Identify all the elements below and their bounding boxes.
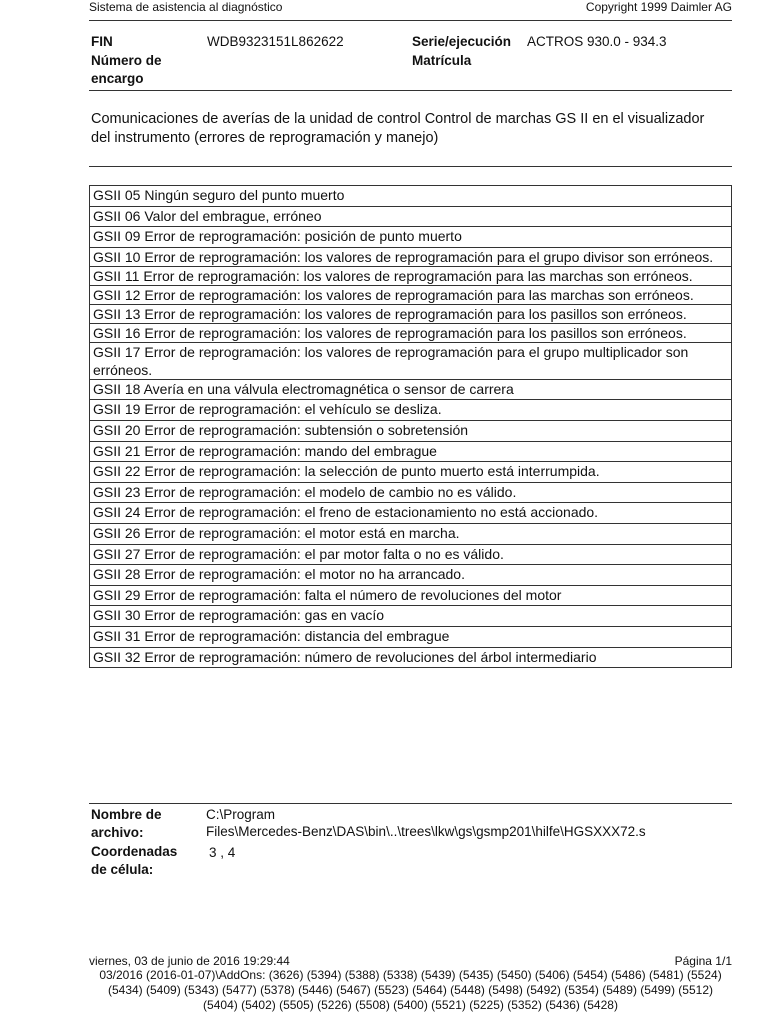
fault-code-cell: GSII 29 Error de reprogramación: falta el número de revoluciones del motor (90, 585, 732, 606)
fault-code-cell: GSII 16 Error de reprogramación: los valores de reprogramación para los pasillos son erróneos. (90, 323, 732, 342)
file-divider (89, 803, 732, 804)
fault-code-cell: GSII 24 Error de reprogramación: el freno de estacionamiento no está accionado. (90, 503, 732, 524)
table-row (90, 285, 732, 304)
fault-code-cell: GSII 26 Error de reprogramación: el motor está en marcha. (90, 523, 732, 544)
table-row (90, 304, 732, 323)
fault-code-cell: GSII 12 Error de reprogramación: los valores de reprogramación para las marchas son erróneos. (90, 285, 732, 304)
table-row (90, 227, 732, 248)
table-row (90, 420, 732, 441)
filename-value-line1: C:\Program (206, 807, 276, 822)
table-row (90, 342, 732, 379)
table-row (90, 544, 732, 565)
fault-code-cell: GSII 19 Error de reprogramación: el vehículo se desliza. (90, 400, 732, 421)
system-title: Sistema de asistencia al diagnóstico (89, 0, 283, 14)
fault-code-cell: GSII 09 Error de reprogramación: posición de punto muerto (90, 227, 732, 248)
table-row (90, 647, 732, 668)
table-row (90, 441, 732, 462)
table-row (90, 565, 732, 586)
table-row (90, 186, 732, 207)
fault-code-cell: GSII 21 Error de reprogramación: mando del embrague (90, 441, 732, 462)
fault-code-cell: GSII 31 Error de reprogramación: distancia del embrague (90, 626, 732, 647)
copyright-notice: Copyright 1999 Daimler AG (585, 0, 732, 14)
fault-code-cell: GSII 30 Error de reprogramación: gas en vacío (90, 606, 732, 627)
filename-value-line2: Files\Mercedes-Benz\DAS\bin\..\trees\lkw\gs\gsmp201\hilfe\HGSXXX72.s (206, 824, 646, 839)
table-row (90, 606, 732, 627)
cell-coordinates-value: 3 , 4 (209, 845, 236, 860)
order-number-label: Número de encargo (91, 53, 162, 86)
fault-code-cell: GSII 23 Error de reprogramación: el modelo de cambio no es válido. (90, 482, 732, 503)
fin-value: WDB9323151L862622 (207, 34, 344, 49)
fault-code-cell: GSII 17 Error de reprogramación: los valores de reprogramación para el grupo multiplicador son erróneos. (90, 342, 732, 379)
fault-code-cell: GSII 27 Error de reprogramación: el par motor falta o no es válido. (90, 544, 732, 565)
table-row (90, 400, 732, 421)
fault-code-cell: GSII 06 Valor del embrague, erróneo (90, 206, 732, 227)
addons-list: 03/2016 (2016-01-07)\AddOns: (3626) (5394) (5388) (5338) (5439) (5435) (5450) (5406) (5454) (5486) (5481) (5524) (5434) (5409) (5343) (5477) (5378) (5446) (5467) (5523) (5464) (5448) (5498) (5492) (5354) (5489) (5499) (5512) (5404) (5402) (5505) (5226) (5508) (5400) (5521) (5225) (5352) (5436) (5428) (99, 968, 722, 1012)
plate-label: Matrícula (412, 53, 472, 68)
table-row (90, 523, 732, 544)
series-value: ACTROS 930.0 - 934.3 (527, 34, 667, 49)
page-header (89, 0, 732, 20)
fault-code-cell: GSII 11 Error de reprogramación: los valores de reprogramación para las marchas son erróneos. (90, 266, 732, 285)
fault-code-cell: GSII 22 Error de reprogramación: la selección de punto muerto está interrumpida. (90, 462, 732, 483)
fault-code-cell: GSII 13 Error de reprogramación: los valores de reprogramación para los pasillos son erróneos. (90, 304, 732, 323)
table-row (90, 206, 732, 227)
vehicle-info (89, 33, 732, 89)
fin-label: FIN (91, 34, 113, 49)
table-row (90, 266, 732, 285)
table-row (90, 379, 732, 400)
vehicle-divider (89, 90, 732, 91)
table-row (90, 323, 732, 342)
page-number: Página 1/1 (674, 954, 732, 968)
table-row (90, 626, 732, 647)
table-row (90, 503, 732, 524)
table-row (90, 585, 732, 606)
fault-code-cell: GSII 10 Error de reprogramación: los valores de reprogramación para el grupo divisor son erróneos. (90, 247, 732, 266)
fault-code-cell: GSII 05 Ningún seguro del punto muerto (90, 186, 732, 207)
fault-code-cell: GSII 32 Error de reprogramación: número de revoluciones del árbol intermediario (90, 647, 732, 668)
description-text: Comunicaciones de averías de la unidad de control Control de marchas GS II en el visualizador del instrumento (errores de reprogramación y manejo) (91, 111, 705, 146)
fault-code-cell: GSII 28 Error de reprogramación: el motor no ha arrancado. (90, 565, 732, 586)
table-row (90, 247, 732, 266)
table-row (90, 462, 732, 483)
table-row (90, 482, 732, 503)
description-divider (89, 166, 732, 167)
filename-label: Nombre de archivo: (91, 807, 162, 840)
fault-code-cell: GSII 18 Avería en una válvula electromagnética o sensor de carrera (90, 379, 732, 400)
fault-code-cell: GSII 20 Error de reprogramación: subtensión o sobretensión (90, 420, 732, 441)
fault-code-table (89, 185, 732, 668)
print-date: viernes, 03 de junio de 2016 19:29:44 (89, 954, 290, 968)
series-label: Serie/ejecución (412, 34, 512, 49)
header-divider (89, 20, 732, 21)
cell-coordinates-label: Coordenadas de célula: (91, 844, 178, 877)
